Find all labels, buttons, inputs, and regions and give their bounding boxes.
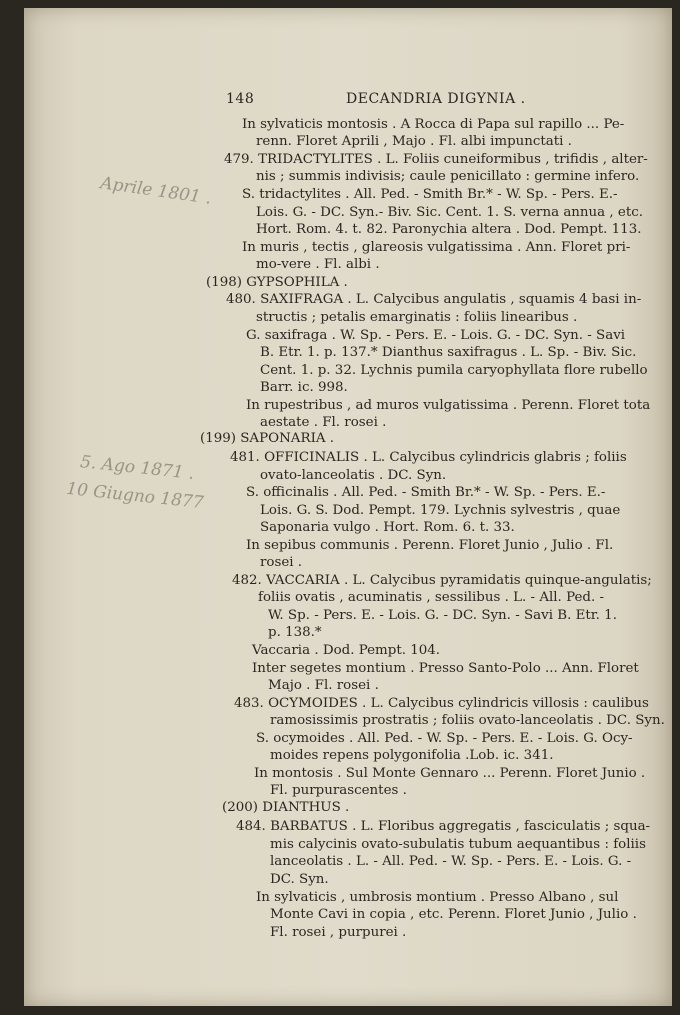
text-line: In sylvaticis montosis . A Rocca di Papa sul rapillo ... Pe- xyxy=(242,117,625,132)
text-line: mis calycinis ovato-subulatis tubum aequantibus : foliis xyxy=(270,837,646,852)
text-line: DC. Syn. xyxy=(270,872,329,887)
section-heading: (200) DIANTHUS . xyxy=(222,800,350,815)
text-line: ovato-lanceolatis . DC. Syn. xyxy=(260,468,447,483)
text-line: 482. VACCARIA . L. Calycibus pyramidatis quinque-angulatis; xyxy=(232,573,652,588)
text-line: 481. OFFICINALIS . L. Calycibus cylindricis glabris ; foliis xyxy=(230,450,627,465)
text-line: Lois. G. S. Dod. Pempt. 179. Lychnis sylvestris , quae xyxy=(260,503,621,518)
text-line: Hort. Rom. 4. t. 82. Paronychia altera . Dod. Pempt. 113. xyxy=(256,222,642,237)
running-head: DECANDRIA DIGYNIA . xyxy=(346,91,526,107)
text-line: p. 138.* xyxy=(268,625,322,640)
text-line: S. ocymoides . All. Ped. - W. Sp. - Pers. E. - Lois. G. Ocy- xyxy=(256,731,633,746)
text-line: rosei . xyxy=(260,555,303,570)
text-line: G. saxifraga . W. Sp. - Pers. E. - Lois. G. - DC. Syn. - Savi xyxy=(246,328,626,343)
text-line: foliis ovatis , acuminatis , sessilibus . L. - All. Ped. - xyxy=(258,590,605,605)
text-line: Barr. ic. 998. xyxy=(260,380,348,395)
handwritten-note-aprile: Aprile 1801 . xyxy=(99,173,213,209)
text-line: Fl. purpurascentes . xyxy=(270,783,407,798)
text-line: Cent. 1. p. 32. Lychnis pumila caryophyllata flore rubello xyxy=(260,363,648,378)
text-line: In sepibus communis . Perenn. Floret Junio , Julio . Fl. xyxy=(246,538,614,553)
text-line: Monte Cavi in copia , etc. Perenn. Floret Junio , Julio . xyxy=(270,907,637,922)
section-heading: (198) GYPSOPHILA . xyxy=(206,275,348,290)
text-line: 483. OCYMOIDES . L. Calycibus cylindricis villosis : caulibus xyxy=(234,696,649,711)
text-line: Inter segetes montium . Presso Santo-Polo ... Ann. Floret xyxy=(252,661,639,676)
text-line: structis ; petalis emarginatis : foliis linearibus . xyxy=(256,310,578,325)
text-line: S. tridactylites . All. Ped. - Smith Br.* - W. Sp. - Pers. E.- xyxy=(242,187,618,202)
text-line: nis ; summis indivisis; caule penicillato : germine infero. xyxy=(256,169,640,184)
page-number: 148 xyxy=(226,91,255,107)
text-line: ramosissimis prostratis ; foliis ovato-lanceolatis . DC. Syn. xyxy=(270,713,665,728)
text-line: 479. TRIDACTYLITES . L. Foliis cuneiformibus , trifidis , alter- xyxy=(224,152,648,167)
handwritten-note-giugno: 10 Giugno 1877 xyxy=(65,478,205,514)
text-line: Fl. rosei , purpurei . xyxy=(270,925,407,940)
text-line: Vaccaria . Dod. Pempt. 104. xyxy=(252,643,441,658)
book-page xyxy=(24,8,672,1006)
text-line: 480. SAXIFRAGA . L. Calycibus angulatis , squamis 4 basi in- xyxy=(226,292,642,307)
section-heading: (199) SAPONARIA . xyxy=(200,431,335,446)
text-line: renn. Floret Aprili , Majo . Fl. albi impunctati . xyxy=(256,134,572,149)
text-line: In rupestribus , ad muros vulgatissima . Perenn. Floret tota xyxy=(246,398,651,413)
text-line: W. Sp. - Pers. E. - Lois. G. - DC. Syn. - Savi B. Etr. 1. xyxy=(268,608,617,623)
text-line: 484. BARBATUS . L. Floribus aggregatis , fasciculatis ; squa- xyxy=(236,819,651,834)
handwritten-note-agosto: 5. Ago 1871 . xyxy=(79,452,196,484)
text-line: In sylvaticis , umbrosis montium . Presso Albano , sul xyxy=(256,890,619,905)
text-line: In muris , tectis , glareosis vulgatissima . Ann. Floret pri- xyxy=(242,240,631,255)
text-line: lanceolatis . L. - All. Ped. - W. Sp. - Pers. E. - Lois. G. - xyxy=(270,854,632,869)
text-line: Saponaria vulgo . Hort. Rom. 6. t. 33. xyxy=(260,520,515,535)
text-line: In montosis . Sul Monte Gennaro ... Perenn. Floret Junio . xyxy=(254,766,646,781)
text-line: B. Etr. 1. p. 137.* Dianthus saxifragus . L. Sp. - Biv. Sic. xyxy=(260,345,637,360)
text-line: mo-vere . Fl. albi . xyxy=(256,257,380,272)
text-line: Majo . Fl. rosei . xyxy=(268,678,379,693)
text-line: aestate . Fl. rosei . xyxy=(260,415,387,430)
text-line: moides repens polygonifolia .Lob. ic. 341. xyxy=(270,748,554,763)
text-line: Lois. G. - DC. Syn.- Biv. Sic. Cent. 1. S. verna annua , etc. xyxy=(256,205,643,220)
text-line: S. officinalis . All. Ped. - Smith Br.* - W. Sp. - Pers. E.- xyxy=(246,485,606,500)
